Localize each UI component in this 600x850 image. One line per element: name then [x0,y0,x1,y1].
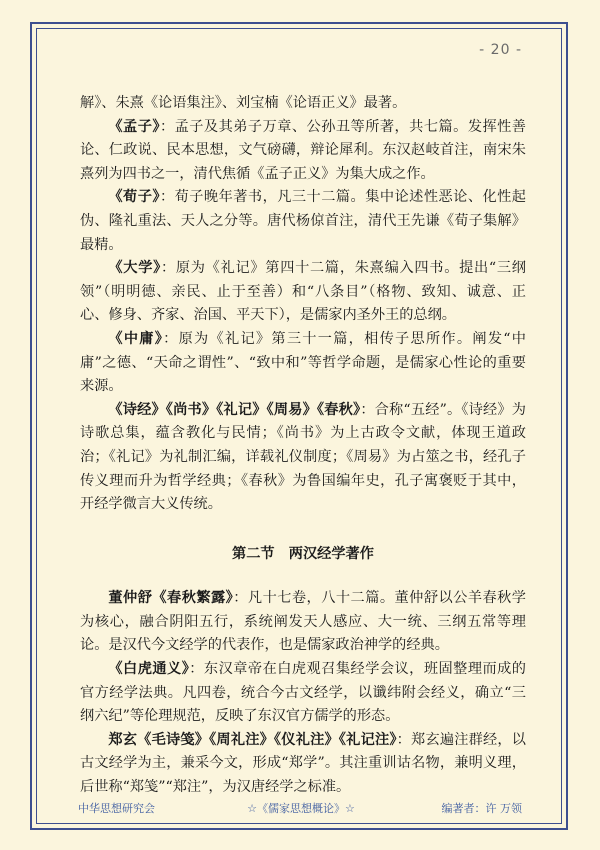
entry-title: 董仲舒《春秋繁露》 [108,590,234,607]
entry-text: ：孟子及其弟子万章、公孙丑等所著，共七篇。发挥性善论、仁政说、民本思想，文气磅礴，辩论犀利。东汉赵岐首注，南宋朱熹列为四书之一，清代焦循《孟子正义》为集大成之作。 [80,118,526,182]
entry-zhongyong [80,328,526,399]
entry-text: ：原为《礼记》第三十一篇，相传子思所作。阐发“中庸”之德、“天命之谓性”、“致中和”等哲学命题，是儒家心性论的重要来源。 [80,330,526,395]
entry-title: 《荀子》 [108,189,160,206]
entry-xunzi [80,186,526,257]
entry-text: ：郑玄遍注群经，以古文经学为主，兼采今文，形成“郑学”。其注重训诂名物，兼明义理，后世称“郑笺”“郑注”，为汉唐经学之标准。 [80,731,526,796]
entry-text: ：凡十七卷，八十二篇。董仲舒以公羊春秋学为核心，融合阴阳五行，系统阐发天人感应、大一统、三纲五常等理论。是汉代今文经学的代表作，也是儒家政治神学的经典。 [80,590,526,654]
footer-organization: 中华思想研究会 [78,802,155,815]
paragraph-text: 解》、朱熹《论语集注》、刘宝楠《论语正义》最著。 [80,95,407,111]
section-heading: 第二节 两汉经学著作 [232,545,374,562]
entry-title: 《诗经》《尚书》《礼记》《周易》《春秋》 [108,401,361,418]
entry-mengzi [80,116,526,187]
paragraph-continuation [80,92,526,116]
body-text [80,92,526,800]
entry-zhengxuan [80,729,526,800]
entry-text: ：原为《礼记》第四十二篇，朱熹编入四书。提出“三纲领”（明明德、亲民、止于至善）和“八条目”（格物、致知、诚意、正心、修身、齐家、治国、平天下），是儒家内圣外王的总纲。 [80,260,526,324]
entry-wujing [80,399,526,517]
entry-title: 《孟子》 [108,118,160,135]
entry-title: 《白虎通义》 [108,661,190,678]
entry-text: ：合称“五经”。《诗经》为诗歌总集，蕴含教化与民情；《尚书》为上古政令文献，体现王道政治；《礼记》为礼制汇编，详载礼仪制度；《周易》为占筮之书，经孔子传义理而升为哲学经典；《春秋》为鲁国编年史，孔子寓褒贬于其中，开经学微言大义传统。 [80,401,526,513]
footer-author: 编著者：许 万领 [441,802,522,815]
entry-text: ：东汉章帝在白虎观召集经学会议，班固整理而成的官方经学法典。凡四卷，统合今古文经学，以谶纬附会经义，确立“三纲六纪”等伦理规范，反映了东汉官方儒学的形态。 [80,661,526,725]
page-number: - 20 - [479,42,522,58]
entry-title: 《大学》 [108,260,161,277]
page-footer [78,800,524,818]
entry-text: ：荀子晚年著书，凡三十二篇。集中论述性恶论、化性起伪、隆礼重法、天人之分等。唐代杨倞首注，清代王先谦《荀子集解》最精。 [80,189,526,253]
entry-title: 郑玄《毛诗笺》《周礼注》《仪礼注》《礼记注》 [108,731,397,748]
footer-book-title: ☆《儒家思想概论》☆ [247,802,355,815]
entry-daxue [80,257,526,328]
entry-baihutongyi [80,658,526,729]
entry-title: 《中庸》 [108,330,164,347]
entry-chunqiu-fanlu [80,587,526,658]
